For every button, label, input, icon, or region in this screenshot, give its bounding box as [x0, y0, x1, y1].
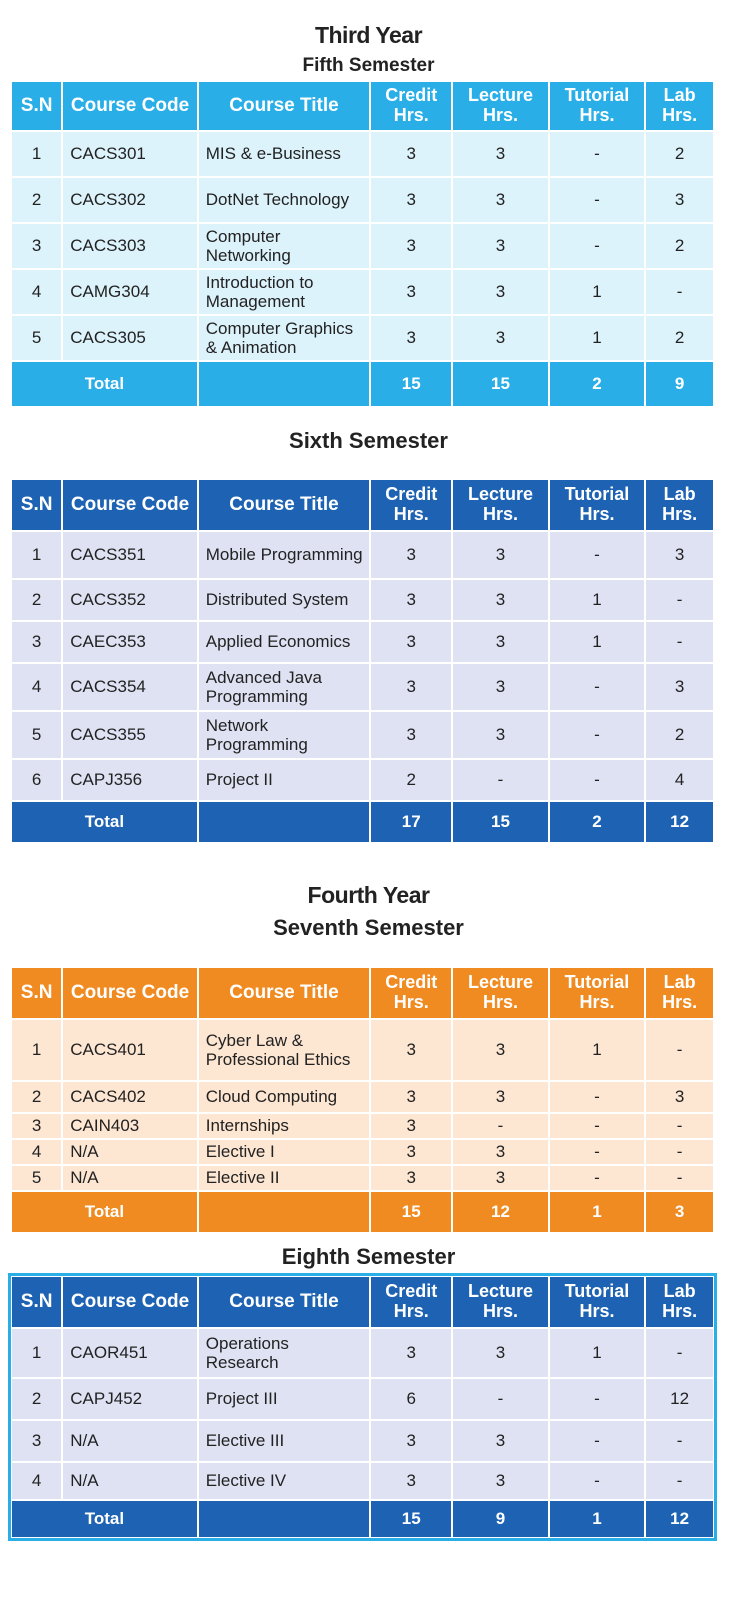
header-lecture-hrs-line1: Lecture — [467, 972, 534, 993]
credit-hrs-cell: 3 — [371, 622, 451, 662]
total-tutorial: 1 — [550, 1192, 644, 1232]
lab-hrs-cell: - — [646, 1114, 713, 1138]
course-title-cell: Elective I — [199, 1140, 369, 1164]
course-code-cell: N/A — [63, 1421, 196, 1461]
header-credit-hrs-line2: Hrs. — [393, 992, 429, 1012]
course-title-cell: Cyber Law & Professional Ethics — [199, 1020, 369, 1080]
third-year-heading: Third Year — [314, 22, 423, 48]
total-label: Total — [12, 1501, 197, 1537]
lab-hrs-cell: 2 — [646, 712, 713, 758]
lecture-hrs-cell: 3 — [453, 712, 547, 758]
course-title-cell: Elective III — [199, 1421, 369, 1461]
table-row — [12, 580, 713, 620]
credit-hrs-cell: 3 — [371, 1421, 451, 1461]
total-credit: 15 — [371, 1501, 451, 1537]
tutorial-hrs-cell: - — [550, 1140, 644, 1164]
header-tutorial-hrs-line1: Tutorial — [564, 484, 630, 505]
header-lab-hrs-line2: Hrs. — [662, 992, 698, 1012]
course-title-cell: MIS & e-Business — [199, 132, 369, 176]
header-lab-hrs — [646, 480, 713, 530]
course-title-cell: Advanced Java Programming — [199, 664, 369, 710]
header-lab-hrs-line1: Lab — [663, 484, 696, 505]
total-blank-cell — [199, 802, 369, 842]
lecture-hrs-cell: 3 — [453, 580, 547, 620]
course-title-cell: Project III — [199, 1379, 369, 1419]
header-lab-hrs-line2: Hrs. — [662, 1301, 698, 1321]
course-code-cell: N/A — [63, 1166, 196, 1190]
credit-hrs-cell: 3 — [371, 316, 451, 360]
header-tutorial-hrs-line1: Tutorial — [564, 85, 630, 106]
seventh-semester-heading: Seventh Semester — [273, 915, 464, 940]
lecture-hrs-cell: 3 — [453, 270, 547, 314]
header-row — [12, 968, 713, 1018]
header-lecture-hrs — [453, 480, 547, 530]
lab-hrs-cell: - — [646, 1020, 713, 1080]
tutorial-hrs-cell: - — [550, 712, 644, 758]
course-code-cell: CAEC353 — [63, 622, 196, 662]
header-credit-hrs-line1: Credit — [385, 972, 438, 993]
lab-hrs-cell: 4 — [646, 760, 713, 800]
header-lab-hrs-line1: Lab — [663, 1281, 696, 1302]
course-code-cell: CACS352 — [63, 580, 196, 620]
header-row — [12, 1277, 713, 1327]
sn-cell: 1 — [12, 1329, 61, 1377]
header-tutorial-hrs-line2: Hrs. — [579, 105, 615, 125]
table-row — [12, 1379, 713, 1419]
eighth-semester-table — [10, 1275, 715, 1539]
total-lecture: 15 — [453, 362, 547, 406]
course-title-cell: Network Programming — [199, 712, 369, 758]
sn-cell: 3 — [12, 1421, 61, 1461]
course-code-cell: CACS354 — [63, 664, 196, 710]
course-title-cell: Project II — [199, 760, 369, 800]
lecture-hrs-cell: 3 — [453, 132, 547, 176]
header-course-code: Course Code — [63, 1277, 196, 1327]
sn-cell: 4 — [12, 664, 61, 710]
header-credit-hrs — [371, 1277, 451, 1327]
total-blank-cell — [199, 1192, 369, 1232]
tutorial-hrs-cell: - — [550, 1463, 644, 1499]
header-course-code: Course Code — [63, 968, 196, 1018]
sn-cell: 4 — [12, 270, 61, 314]
header-tutorial-hrs-line2: Hrs. — [579, 504, 615, 524]
table-row — [12, 316, 713, 360]
total-credit: 17 — [371, 802, 451, 842]
header-credit-hrs-line1: Credit — [385, 1281, 438, 1302]
sixth-semester-table — [10, 478, 715, 844]
total-row — [12, 1501, 713, 1537]
tutorial-hrs-cell: - — [550, 178, 644, 222]
total-lecture: 15 — [453, 802, 547, 842]
total-blank-cell — [199, 362, 369, 406]
header-tutorial-hrs-line2: Hrs. — [579, 992, 615, 1012]
header-lab-hrs-line2: Hrs. — [662, 105, 698, 125]
lecture-hrs-cell: 3 — [453, 1463, 547, 1499]
total-credit: 15 — [371, 1192, 451, 1232]
total-tutorial: 1 — [550, 1501, 644, 1537]
total-row — [12, 802, 713, 842]
header-credit-hrs-line2: Hrs. — [393, 105, 429, 125]
header-course-title: Course Title — [199, 1277, 369, 1327]
total-credit: 15 — [371, 362, 451, 406]
course-code-cell: CACS402 — [63, 1082, 196, 1112]
fourth-year-heading: Fourth Year — [307, 882, 430, 908]
header-credit-hrs-line2: Hrs. — [393, 504, 429, 524]
header-lecture-hrs — [453, 968, 547, 1018]
tutorial-hrs-cell: - — [550, 1421, 644, 1461]
course-title-cell: Distributed System — [199, 580, 369, 620]
header-tutorial-hrs-line1: Tutorial — [564, 972, 630, 993]
table-row — [12, 1020, 713, 1080]
lecture-hrs-cell: 3 — [453, 532, 547, 578]
sixth-semester-heading: Sixth Semester — [289, 428, 448, 453]
header-tutorial-hrs-line1: Tutorial — [564, 1281, 630, 1302]
course-code-cell: CAMG304 — [63, 270, 196, 314]
lab-hrs-cell: 12 — [646, 1379, 713, 1419]
lab-hrs-cell: 3 — [646, 1082, 713, 1112]
header-lab-hrs — [646, 968, 713, 1018]
tutorial-hrs-cell: - — [550, 1166, 644, 1190]
credit-hrs-cell: 3 — [371, 270, 451, 314]
total-tutorial: 2 — [550, 802, 644, 842]
tutorial-hrs-cell: - — [550, 664, 644, 710]
sn-cell: 5 — [12, 1166, 61, 1190]
lecture-hrs-cell: - — [453, 1379, 547, 1419]
tutorial-hrs-cell: - — [550, 132, 644, 176]
header-lab-hrs — [646, 82, 713, 130]
total-row — [12, 362, 713, 406]
table-row — [12, 622, 713, 662]
lab-hrs-cell: - — [646, 580, 713, 620]
header-sn: S.N — [12, 82, 61, 130]
lab-hrs-cell: 3 — [646, 178, 713, 222]
table-row — [12, 270, 713, 314]
table-row — [12, 664, 713, 710]
tutorial-hrs-cell: 1 — [550, 622, 644, 662]
lab-hrs-cell: 2 — [646, 316, 713, 360]
course-title-cell: Internships — [199, 1114, 369, 1138]
header-credit-hrs — [371, 82, 451, 130]
header-lecture-hrs-line2: Hrs. — [483, 504, 519, 524]
header-credit-hrs — [371, 480, 451, 530]
course-code-cell: CACS401 — [63, 1020, 196, 1080]
tutorial-hrs-cell: 1 — [550, 580, 644, 620]
seventh-semester-table — [10, 966, 715, 1234]
course-code-cell: CACS351 — [63, 532, 196, 578]
eighth-semester-heading: Eighth Semester — [281, 1244, 456, 1269]
total-label: Total — [12, 362, 197, 406]
course-code-cell: N/A — [63, 1140, 196, 1164]
lab-hrs-cell: 3 — [646, 664, 713, 710]
table-row — [12, 1421, 713, 1461]
tutorial-hrs-cell: - — [550, 224, 644, 268]
table-row — [12, 760, 713, 800]
header-lecture-hrs-line1: Lecture — [467, 85, 534, 106]
credit-hrs-cell: 3 — [371, 224, 451, 268]
total-lab: 12 — [646, 802, 713, 842]
credit-hrs-cell: 3 — [371, 132, 451, 176]
credit-hrs-cell: 3 — [371, 1140, 451, 1164]
table-row — [12, 132, 713, 176]
sn-cell: 5 — [12, 316, 61, 360]
sn-cell: 4 — [12, 1140, 61, 1164]
course-code-cell: CAIN403 — [63, 1114, 196, 1138]
header-credit-hrs-line1: Credit — [385, 484, 438, 505]
table-row — [12, 712, 713, 758]
sn-cell: 2 — [12, 580, 61, 620]
course-code-cell: CACS305 — [63, 316, 196, 360]
header-tutorial-hrs — [550, 82, 644, 130]
credit-hrs-cell: 6 — [371, 1379, 451, 1419]
lab-hrs-cell: - — [646, 270, 713, 314]
fifth-semester-heading: Fifth Semester — [302, 55, 435, 76]
course-title-cell: Elective IV — [199, 1463, 369, 1499]
course-code-cell: CACS303 — [63, 224, 196, 268]
lab-hrs-cell: - — [646, 1140, 713, 1164]
tutorial-hrs-cell: - — [550, 532, 644, 578]
tutorial-hrs-cell: 1 — [550, 1329, 644, 1377]
header-lab-hrs — [646, 1277, 713, 1327]
header-lecture-hrs — [453, 82, 547, 130]
header-lab-hrs-line2: Hrs. — [662, 504, 698, 524]
total-tutorial: 2 — [550, 362, 644, 406]
header-lecture-hrs — [453, 1277, 547, 1327]
tutorial-hrs-cell: 1 — [550, 1020, 644, 1080]
tutorial-hrs-cell: 1 — [550, 270, 644, 314]
credit-hrs-cell: 3 — [371, 1020, 451, 1080]
header-lecture-hrs-line1: Lecture — [467, 1281, 534, 1302]
course-title-cell: Mobile Programming — [199, 532, 369, 578]
sn-cell: 1 — [12, 1020, 61, 1080]
credit-hrs-cell: 2 — [371, 760, 451, 800]
table-row — [12, 224, 713, 268]
lecture-hrs-cell: 3 — [453, 224, 547, 268]
table-row — [12, 1166, 713, 1190]
course-code-cell: N/A — [63, 1463, 196, 1499]
table-row — [12, 532, 713, 578]
header-course-title: Course Title — [199, 480, 369, 530]
header-credit-hrs-line2: Hrs. — [393, 1301, 429, 1321]
total-lab: 12 — [646, 1501, 713, 1537]
credit-hrs-cell: 3 — [371, 1114, 451, 1138]
lecture-hrs-cell: - — [453, 760, 547, 800]
sn-cell: 4 — [12, 1463, 61, 1499]
credit-hrs-cell: 3 — [371, 580, 451, 620]
sn-cell: 1 — [12, 532, 61, 578]
course-code-cell: CAPJ452 — [63, 1379, 196, 1419]
lecture-hrs-cell: 3 — [453, 1329, 547, 1377]
fifth-semester-table — [10, 80, 715, 408]
header-tutorial-hrs — [550, 968, 644, 1018]
course-title-cell: Elective II — [199, 1166, 369, 1190]
course-title-cell: Operations Research — [199, 1329, 369, 1377]
tutorial-hrs-cell: - — [550, 1379, 644, 1419]
sn-cell: 3 — [12, 622, 61, 662]
lecture-hrs-cell: 3 — [453, 1166, 547, 1190]
header-course-title: Course Title — [199, 82, 369, 130]
lecture-hrs-cell: 3 — [453, 1082, 547, 1112]
total-lecture: 9 — [453, 1501, 547, 1537]
header-sn: S.N — [12, 480, 61, 530]
header-course-title: Course Title — [199, 968, 369, 1018]
lecture-hrs-cell: 3 — [453, 622, 547, 662]
credit-hrs-cell: 3 — [371, 532, 451, 578]
course-code-cell: CAOR451 — [63, 1329, 196, 1377]
lab-hrs-cell: 3 — [646, 532, 713, 578]
table-row — [12, 178, 713, 222]
header-row — [12, 480, 713, 530]
credit-hrs-cell: 3 — [371, 1329, 451, 1377]
total-lecture: 12 — [453, 1192, 547, 1232]
course-title-cell: Computer Networking — [199, 224, 369, 268]
header-row — [12, 82, 713, 130]
header-sn: S.N — [12, 968, 61, 1018]
table-row — [12, 1329, 713, 1377]
lab-hrs-cell: - — [646, 622, 713, 662]
total-lab: 3 — [646, 1192, 713, 1232]
sn-cell: 3 — [12, 224, 61, 268]
lecture-hrs-cell: 3 — [453, 316, 547, 360]
header-lecture-hrs-line1: Lecture — [467, 484, 534, 505]
total-label: Total — [12, 1192, 197, 1232]
lecture-hrs-cell: 3 — [453, 178, 547, 222]
course-title-cell: Applied Economics — [199, 622, 369, 662]
credit-hrs-cell: 3 — [371, 178, 451, 222]
lecture-hrs-cell: - — [453, 1114, 547, 1138]
table-row — [12, 1114, 713, 1138]
credit-hrs-cell: 3 — [371, 1463, 451, 1499]
lab-hrs-cell: - — [646, 1421, 713, 1461]
header-credit-hrs-line1: Credit — [385, 85, 438, 106]
credit-hrs-cell: 3 — [371, 1082, 451, 1112]
total-blank-cell — [199, 1501, 369, 1537]
credit-hrs-cell: 3 — [371, 664, 451, 710]
tutorial-hrs-cell: - — [550, 760, 644, 800]
sn-cell: 2 — [12, 1082, 61, 1112]
course-code-cell: CAPJ356 — [63, 760, 196, 800]
total-lab: 9 — [646, 362, 713, 406]
course-code-cell: CACS302 — [63, 178, 196, 222]
lab-hrs-cell: - — [646, 1329, 713, 1377]
sn-cell: 1 — [12, 132, 61, 176]
header-lecture-hrs-line2: Hrs. — [483, 992, 519, 1012]
course-title-cell: Cloud Computing — [199, 1082, 369, 1112]
table-row — [12, 1140, 713, 1164]
header-lab-hrs-line1: Lab — [663, 85, 696, 106]
lab-hrs-cell: 2 — [646, 224, 713, 268]
header-course-code: Course Code — [63, 82, 196, 130]
total-label: Total — [12, 802, 197, 842]
sn-cell: 6 — [12, 760, 61, 800]
lab-hrs-cell: 2 — [646, 132, 713, 176]
lecture-hrs-cell: 3 — [453, 1421, 547, 1461]
table-row — [12, 1082, 713, 1112]
credit-hrs-cell: 3 — [371, 712, 451, 758]
header-tutorial-hrs-line2: Hrs. — [579, 1301, 615, 1321]
lecture-hrs-cell: 3 — [453, 1140, 547, 1164]
sn-cell: 5 — [12, 712, 61, 758]
credit-hrs-cell: 3 — [371, 1166, 451, 1190]
header-tutorial-hrs — [550, 1277, 644, 1327]
header-tutorial-hrs — [550, 480, 644, 530]
course-title-cell: Computer Graphics & Animation — [199, 316, 369, 360]
header-lab-hrs-line1: Lab — [663, 972, 696, 993]
header-lecture-hrs-line2: Hrs. — [483, 1301, 519, 1321]
sn-cell: 2 — [12, 178, 61, 222]
header-sn: S.N — [12, 1277, 61, 1327]
lab-hrs-cell: - — [646, 1166, 713, 1190]
total-row — [12, 1192, 713, 1232]
lecture-hrs-cell: 3 — [453, 664, 547, 710]
table-row — [12, 1463, 713, 1499]
tutorial-hrs-cell: - — [550, 1082, 644, 1112]
header-lecture-hrs-line2: Hrs. — [483, 105, 519, 125]
course-title-cell: DotNet Technology — [199, 178, 369, 222]
header-course-code: Course Code — [63, 480, 196, 530]
course-code-cell: CACS301 — [63, 132, 196, 176]
course-title-cell: Introduction to Management — [199, 270, 369, 314]
sn-cell: 3 — [12, 1114, 61, 1138]
tutorial-hrs-cell: 1 — [550, 316, 644, 360]
lab-hrs-cell: - — [646, 1463, 713, 1499]
tutorial-hrs-cell: - — [550, 1114, 644, 1138]
sn-cell: 2 — [12, 1379, 61, 1419]
header-credit-hrs — [371, 968, 451, 1018]
lecture-hrs-cell: 3 — [453, 1020, 547, 1080]
course-code-cell: CACS355 — [63, 712, 196, 758]
